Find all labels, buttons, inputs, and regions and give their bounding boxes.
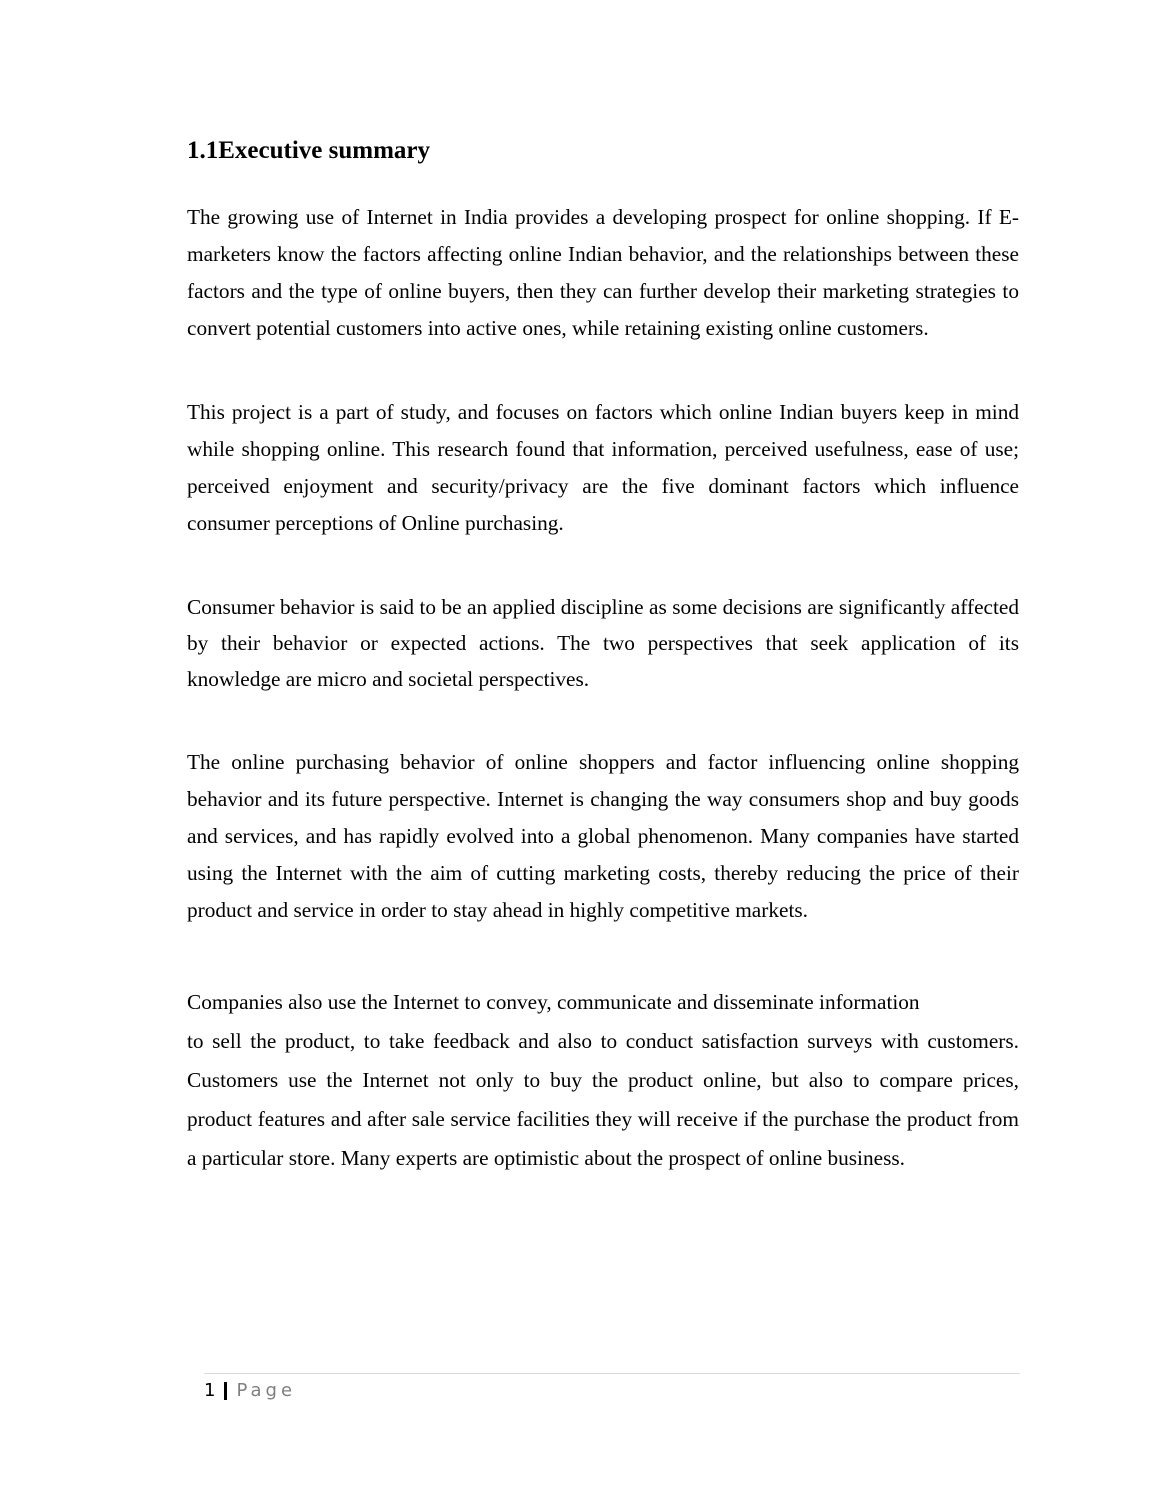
paragraph-continuation: to sell the product, to take feedback and also to conduct satisfaction surveys with customers. Customers use the Internet not only to buy the product online, but also to compare prices, product features and after sale service facilities they will receive if the purchase the product from a particular store. Many experts are optimistic about the prospect of online business. (187, 1029, 1019, 1170)
paragraph: The growing use of Internet in India provides a developing prospect for online shopping. If E-marketers know the factors affecting online Indian behavior, and the relationships between these factors and the type of online buyers, then they can further develop their marketing strategies to convert potential customers into active ones, while retaining existing online customers. (187, 205, 1019, 340)
paragraph: The online purchasing behavior of online shoppers and factor influencing online shopping behavior and its future perspective. Internet is changing the way consumers shop and buy goods and services, and has rapidly evolved into a global phenomenon. Many companies have started using the Internet with the aim of cutting marketing costs, thereby reducing the price of their product and service in order to stay ahead in highly competitive markets. (187, 750, 1019, 922)
document-body (187, 133, 1019, 1178)
page-separator-bar (224, 1382, 227, 1400)
section-heading: 1.1Executive summary (187, 137, 431, 164)
footer-divider (204, 1373, 1020, 1374)
page-footer (204, 1373, 1020, 1403)
paragraph: Consumer behavior is said to be an applied discipline as some decisions are significantly affected by their behavior or expected actions. The two perspectives that seek application of its knowledge are micro and societal perspectives. (187, 595, 1019, 691)
paragraph: This project is a part of study, and focuses on factors which online Indian buyers keep in mind while shopping online. This research found that information, perceived usefulness, ease of use; perceived enjoyment and security/privacy are the five dominant factors which influence consumer perceptions of Online purchasing. (187, 400, 1019, 535)
paragraph-first-line: Companies also use the Internet to convey, communicate and disseminate information (187, 990, 920, 1014)
page-label: Page (236, 1380, 297, 1401)
page-indicator (204, 1379, 1020, 1403)
paragraph (187, 983, 1019, 1178)
page-number: 1 (204, 1380, 216, 1401)
